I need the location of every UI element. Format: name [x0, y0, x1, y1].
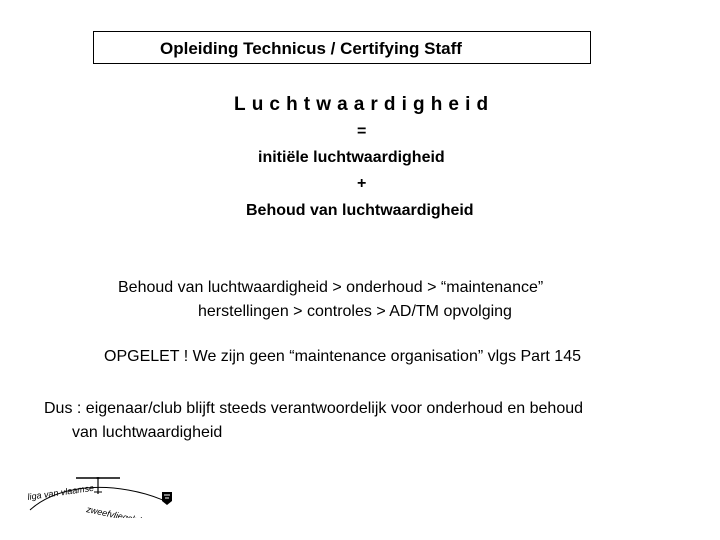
svg-text:zweefvliegclubs: zweefvliegclubs	[85, 504, 150, 518]
warning-line: OPGELET ! We zijn geen “maintenance organisation” vlgs Part 145	[104, 348, 581, 365]
maintenance-paragraph	[118, 276, 543, 324]
club-logo	[24, 470, 176, 518]
page-title: Opleiding Technicus / Certifying Staff	[160, 39, 462, 58]
continued-airworthiness: Behoud van luchtwaardigheid	[246, 202, 474, 219]
conclusion-paragraph	[44, 397, 583, 445]
logo-text: liga van vlaamse	[26, 482, 95, 502]
plus-sign: +	[357, 175, 367, 192]
title-box	[93, 31, 591, 64]
glider-icon	[24, 470, 176, 518]
definition-term: Luchtwaardigheid	[234, 94, 495, 115]
equals-sign: =	[357, 123, 367, 140]
warning-paragraph	[104, 345, 581, 369]
maintenance-line-2: herstellingen > controles > AD/TM opvolging	[198, 303, 512, 320]
conclusion-line-2: van luchtwaardigheid	[72, 424, 223, 441]
conclusion-line-1: Dus : eigenaar/club blijft steeds verantwoordelijk voor onderhoud en behoud	[44, 400, 584, 417]
initial-airworthiness: initiële luchtwaardigheid	[258, 149, 445, 166]
maintenance-line-1: Behoud van luchtwaardigheid > onderhoud > “maintenance”	[118, 279, 544, 296]
